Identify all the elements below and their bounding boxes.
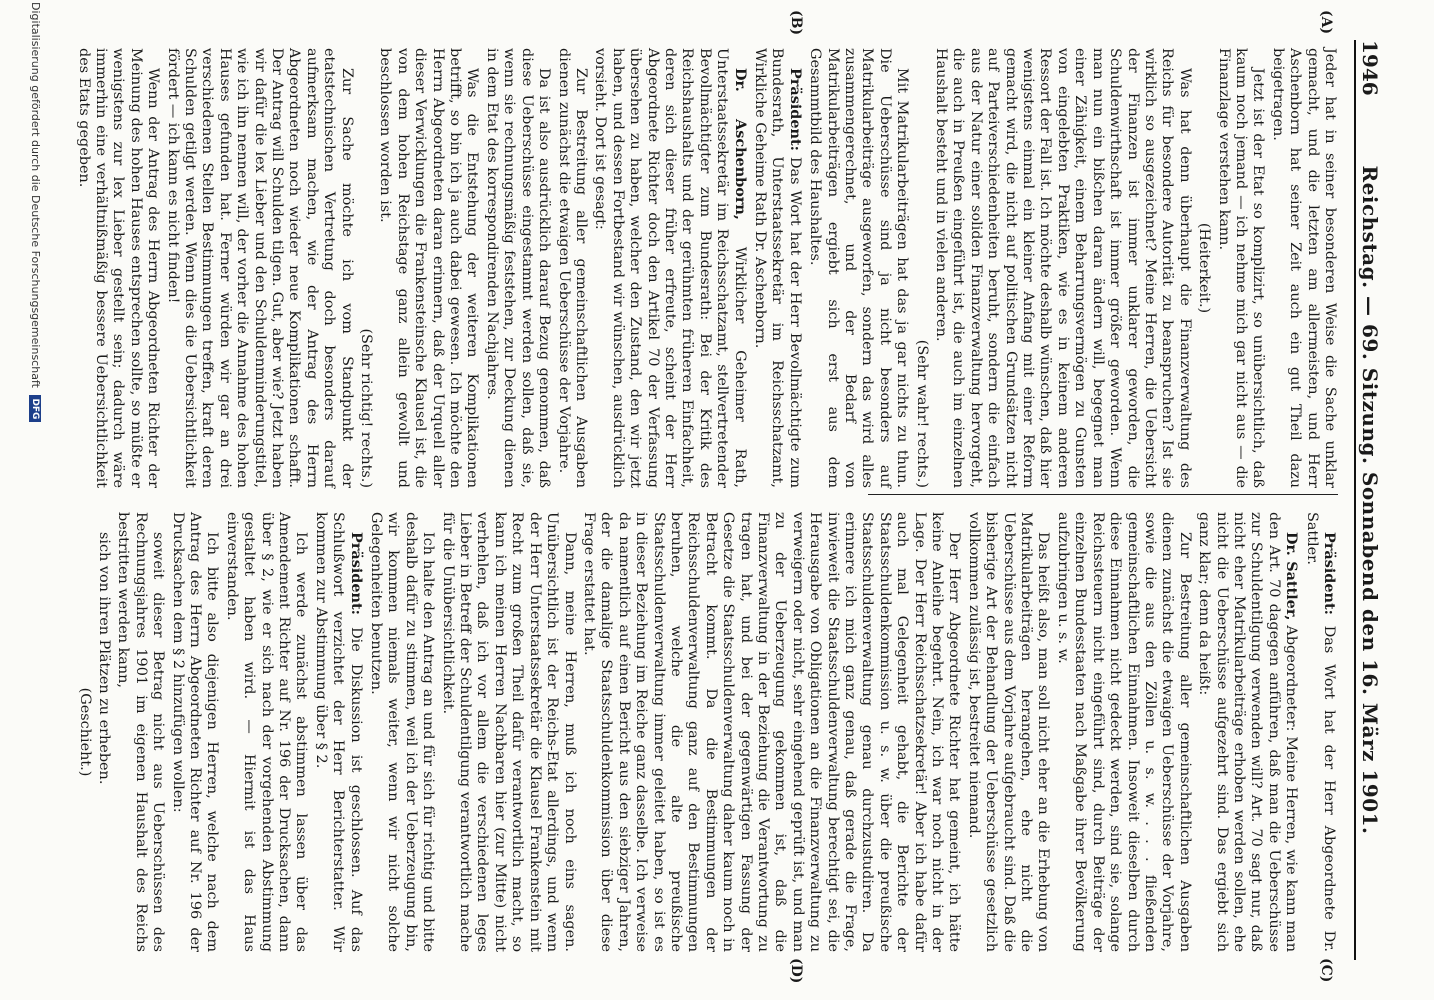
stage-direction [75,512,92,952]
right-column [73,512,1338,952]
paragraph [751,48,804,488]
paragraph [580,512,963,952]
paragraph [1302,512,1338,952]
paragraph-text: Abgeordneter: Meine Herren, wie kann man den Art. 70 dagegen anführen, daß man die Ueberschüsse zur Schuldentilgung verwenden will? Art. 70 sagt nur, daß nicht eher Matrikularbeiträge erhoben werden sollen, ehe nicht die Ueberschüsse aufgezehrt sind. Das ergiebt sich ganz klar; denn da heißt: [1196,512,1300,953]
paragraph-text: Ich bitte also diejenigen Herren, welche nach dem Antrag des Herrn Abgeordneten Richter auf Nr. 196 der Drucksachen dem § 2 hinzufügen wollen: [169,512,221,952]
paragraph [168,512,220,952]
paragraph-text: Zur Bestreitung aller gemeinschaftlichen Ausgaben dienen zunächst die etwaigen Ueberschüsse der Vorjahre. [555,48,589,488]
margin-mark-d: (D) [788,958,804,984]
paragraph-text: Was die Entstehung der weiteren Komplikationen betrifft, so bin ich ja auch dabei gewesen. Ich möchte den Herrn Abgeordneten daran erinnern, daß der Urquell aller dieser Verwicklungen die Frankensteinsche Klausel ist, die von dem hohen Reichstage ganz allein gewollt und beschlossen worden ist. [377,48,481,488]
paragraph-text: Ich werde zunächst abstimmen lassen über das Amendement Richter auf Nr. 196 der Drucksachen, dann über § 2, wie er sich nach der vorgehenden Abstimmung gestaltet haben wird. — Hiermit ist das Haus einverstanden. [223,512,310,952]
paragraph [964,512,1051,952]
paragraph-text: Zur Sache möchte ich vom Standpunkt der etatstechnischen Vertretung doch besonders darauf aufmerksam machen, wie der Antrag des Herrn Abgeordneten noch wieder neue Komplikationen schafft. Der Antrag will Schulden tilgen. Gut, aber wie? Jetzt haben wir dafür die lex Lieber und den Schuldenminderungstitel, wie ich ihn nennen will, der vorher die Annahme des hohen Hauses gefunden hat. Ferner würden wir gar an drei verschiedenen Stellen Bestimmungen treffen, kraft deren Schulden getilgt werden. Wenn dies die Uebersichtlichkeit fördert — ich kann es nicht finden! [164,48,355,488]
paragraph-text: Mit Matrikularbeiträgen hat das ja gar nichts zu thun. Die Ueberschüsse sind ja nicht besonders auf Matrikularbeiträge ausgeworfen, sondern das wird alles zusammengerechnet, und der Bedarf von Matrikularbeiträgen ergiebt sich erst aus dem Gesammtbild des Haushaltes. [807,48,911,488]
running-title: Reichstag. — 69. Sitzung. Sonnabend den 16. März 1901. [1358,165,1382,835]
column-divider [868,494,1338,495]
paragraph-text: Jetzt ist der Etat so komplizirt, so unübersichtlich, daß kaum noch jemand — ich nehme mich gar nicht aus — die Finanzlage verstehen kann. [1215,48,1267,488]
paragraph-text: (Geschieht.) [76,687,93,777]
paragraph-text: Der Herr Abgeordnete Richter hat gemeint, ich hätte keine Anleihe begehrt. Nein, ich war noch nicht in der Lage. Der Herr Reichsschatzsekretär! Aber ich habe dafür auch mal Gelegenheit gehabt, die Berichte der Staatsschuldenkommission u. s. w. über die preußische Staatsschuldenverwaltung genau durchzustudiren. Da erinnere ich mich ganz genau, daß gerade die Frage, inwieweit die Staatsschuldenverwaltung berechtigt sei, die Herausgabe von Obligationen an die Finanzverwaltung zu verweigern oder nicht, sehr eingehend geprüft ist, und man zu der Ueberzeugung gekommen ist, daß die Finanzverwaltung in der Beziehung die Verantwortung zu tragen hat, und bei der gegenwärtigen Fassung der Gesetze die Staatsschuldenverwaltung daher kaum noch in Betracht kommt. Da die Bestimmungen der Reichsschuldenverwaltung ganz auf den Bestimmungen beruhen, welche die alte preußische Staatsschuldenverwaltung immer geleitet haben, so ist es in dieser Beziehung im Reiche ganz dasselbe. Ich verweise da namentlich auf einen Bericht aus den siebziger Jahren, der die damalige Staatsschuldenkommission über diese Frage erstattet hat. [580,512,963,952]
page-header [1354,40,1382,960]
paragraph [554,48,589,488]
paragraph [806,48,910,488]
digitization-footer [29,2,42,422]
paragraph [932,48,1193,488]
speaker-name: Präsident: [786,68,804,151]
paragraph [163,48,354,488]
stage-direction [1195,48,1212,488]
paragraph-text: soweit dieser Betrag nicht aus Ueberschüssen des Rechnungsjahres 1901 im eigenen Haushalt des Reichs bestritten werden kann, [115,512,167,952]
page-number: 1946 [1358,40,1382,96]
paragraph-text: (Sehr richtig! rechts.) [358,328,375,488]
paragraph-text: (Sehr wahr! rechts.) [913,339,930,488]
interjection [357,48,374,488]
paragraph [222,512,309,952]
speaker-name: Präsident: [1321,532,1338,615]
paragraph [483,48,553,488]
paragraph [74,48,161,488]
paragraph-text: Zur Bestreitung aller gemeinschaftlichen Ausgaben dienen zunächst die etwaigen Ueberschüsse der Vorjahre, sowie die aus den Zöllen u. s. w. . . . fließenden gemeinschaftlichen Einnahmen. Insoweit dieselben durch diese Einnahmen nicht gedeckt werden, sind sie, solange Reichssteuern nicht eingeführt sind, durch Beiträge der einzelnen Bundesstaaten nach Maßgabe ihrer Bevölkerung aufzubringen u. s. w. [1054,512,1193,952]
paragraph [311,512,364,952]
paragraph-text: Die Diskussion ist geschlossen. Auf das Schlußwort verzichtet der Herr Berichterstatter. Wir kommen zur Abstimmung über § 2. [312,512,364,952]
paragraph-text: Was hat denn überhaupt die Finanzverwaltung des Reichs für besondere Autorität zu beanspruchen? Ist sie wirklich so ausgezeichnet? Meine Herren, die Uebersicht der Finanzen ist immer unklarer geworden, die Schuldenwirthschaft ist immer größer geworden. Wenn man nun ein bißchen daran ändern will, begegnet man einer Zähigkeit, einem Beharrungsvermögen zu Gunsten von eingelebten Praktiken, wie es in keinem anderen Ressort der Fall ist. Ich möchte deshalb wünschen, daß hier wenigstens einmal ein kleiner Anfang mit einer Reform gemacht wird, die nicht auf politischen Grundsätzen nicht auf Parteiverschiedenheiten beruht, sondern die einfach aus der Natur einer soliden Finanzverwaltung hervorgeht, die auch in Preußen eingeführt ist, die auch im einzelnen Haushalt besteht und in vielen anderen. [933,48,1193,488]
paragraph [1268,48,1338,488]
paragraph-text: Jeder hat in seiner besonderen Weise die Sache unklar gemacht, und die letzten am allermeisten, und Herr Aschenborn hat seiner Zeit auch ein gut Theil dazu beigetragen. [1269,48,1338,488]
paragraph [95,512,112,952]
paragraph-text: Das heißt also, man soll nicht eher an die Erhebung von Matrikularbeiträgen herangehen, ehe nicht die Ueberschüsse aus dem Vorjahre aufgebraucht sind. Daß die bisherige Art der Behandlung der Ueberschüsse gesetzlich vollkommen zulässig ist, bestreitet niemand. [965,512,1052,952]
paragraph [1195,512,1300,952]
interjection [912,48,929,488]
paragraph-text: Da ist also ausdrücklich darauf Bezug genommen, daß diese Ueberschüsse eingestammt werden sollen, daß sie, wenn sie rechnungsmäßig feststehen, zur Deckung dienen in dem Etat des korrespondirenden Nachjahres. [483,48,553,488]
paragraph [114,512,166,952]
paragraph-text: (Heiterkeit.) [1196,222,1213,314]
footer-text: Digitalisierung gefördert durch die Deutsche Forschungsgemeinschaft [29,2,42,388]
paragraph-text: Das Wort hat der Herr Abgeordnete Dr. Sattler. [1303,512,1337,952]
paragraph [1054,512,1193,952]
paragraph-text: Dann, meine Herren, muß ich noch eins sagen. Unübersichtlich ist der Reichs-Etat allerdings, und wenn der Herr Unterstaatssekretär die Klausel Frankenstein mit Recht zum großen Theil dafür verantwortlich macht, so kann ich meinen Herren Nachbaren hier (zur Mitte) nicht verhehlen, daß ich vor allem die verschiedenen leges Lieber in Betreff der Schuldentilgung verantwortlich mache für die Unübersichtlichkeit. [439,512,578,952]
left-column [72,48,1338,488]
margin-mark-c: (C) [1318,958,1334,983]
paragraph-text: Ich halte den Antrag an und für sich für richtig und bitte deshalb dafür zu stimmen, weil ich der Ueberzeugung bin, wir kommen niemals weiter, wenn wir nicht solche Gelegenheiten benutzen. [368,512,437,952]
paragraph [438,512,577,952]
paragraph [376,48,480,488]
paragraph-text: Wirklicher Geheimer Rath, Unterstaatssekretär im Reichsschatzamt, stellvertretender Bevollmächtigter zum Bundesrath: Bei der Kritik des Reichshaushalts und der gerühmten früheren Einfachheit, deren sich dieser früher erfreute, scheint der Herr Abgeordnete Richter doch den Artikel 70 der Verfassung übersehen zu haben, welcher den Zustand, den wir jetzt haben, und dessen Fortbestand wir wünschen, ausdrücklich vorsieht. Dort ist gesagt: [592,48,748,488]
paragraph [591,48,749,488]
speaker-name: Dr. Aschenborn, [731,68,749,220]
speaker-name: Dr. Sattler, [1283,532,1301,621]
paragraph-text: sich von ihren Plätzen zu erheben. [95,532,112,785]
paragraph-text: Wenn der Antrag des Herrn Abgeordneten Richter der Meinung des hohen Hauses entsprechen sollte, so müßte er wenigstens zur lex Lieber gestellt sein; dadurch wäre immerhin eine verhältnißmäßig bessere Uebersichtlichkeit des Etats gegeben. [75,48,162,488]
speaker-name: Präsident: [347,532,365,615]
paragraph-text: Das Wort hat der Herr Bevollmächtigte zum Bundesrath, Unterstaatssekretär im Reichsschatzamt, Wirkliche Geheime Rath Dr. Aschenborn. [752,48,803,488]
paragraph [1214,48,1266,488]
dfg-logo-icon: DFG [29,395,41,422]
paragraph [367,512,437,952]
margin-mark-b: (B) [788,10,804,36]
margin-mark-a: (A) [1318,10,1334,35]
